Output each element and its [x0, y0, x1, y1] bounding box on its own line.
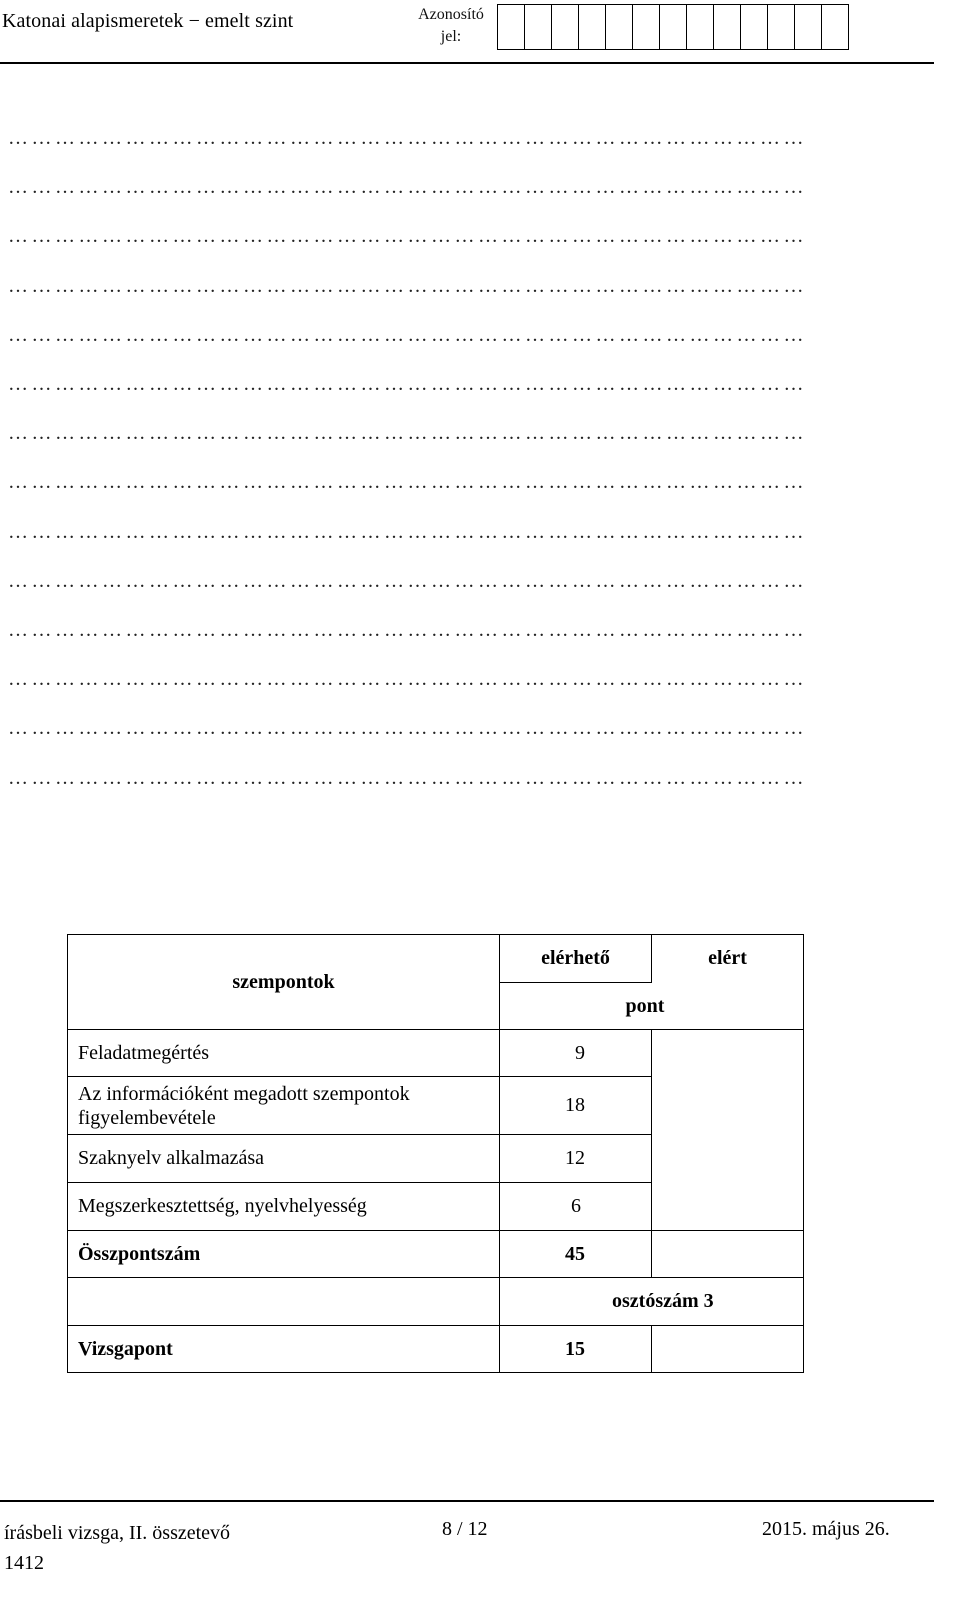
answer-line[interactable]: ………………………………………………………………………………………… [8, 374, 807, 394]
criterion-max: 9 [500, 1030, 652, 1077]
criterion-label: Feladatmegértés [68, 1030, 500, 1077]
id-box[interactable] [524, 4, 552, 50]
criterion-label: Megszerkesztettség, nyelvhelyesség [68, 1183, 500, 1231]
page-number: 8 / 12 [442, 1518, 488, 1540]
answer-line[interactable]: ………………………………………………………………………………………… [8, 423, 807, 444]
criteria-header: szempontok [68, 935, 500, 1030]
page-header [0, 0, 960, 64]
footer-left [4, 1518, 230, 1578]
answer-line[interactable]: ………………………………………………………………………………………… [8, 324, 807, 345]
answer-line[interactable]: ………………………………………………………………………………………… [8, 570, 807, 591]
id-box[interactable] [659, 4, 687, 50]
footer-code: 1412 [4, 1552, 44, 1574]
exam-label: Vizsgapont [68, 1326, 500, 1373]
answer-line[interactable]: ………………………………………………………………………………………… [8, 275, 807, 296]
id-box[interactable] [821, 4, 849, 50]
max-header: elérhető [500, 935, 652, 983]
id-box[interactable] [578, 4, 606, 50]
header-rule [0, 62, 934, 64]
exam-date: 2015. május 26. [762, 1518, 890, 1540]
answer-line[interactable]: ………………………………………………………………………………………… [8, 669, 807, 690]
total-max: 45 [500, 1231, 652, 1278]
answer-line[interactable]: ………………………………………………………………………………………… [8, 226, 807, 247]
answer-line[interactable]: ………………………………………………………………………………………… [8, 620, 807, 640]
criterion-max: 6 [500, 1183, 652, 1231]
id-label [412, 4, 490, 48]
id-box[interactable] [740, 4, 768, 50]
id-label-line2: jel: [440, 28, 462, 45]
achieved-points-cell[interactable] [652, 1030, 804, 1231]
id-box[interactable] [497, 4, 525, 50]
criterion-max: 12 [500, 1135, 652, 1183]
total-label: Összpontszám [68, 1231, 500, 1278]
footer-exam-info: írásbeli vizsga, II. összetevő [4, 1522, 231, 1544]
points-header-cell [625, 983, 804, 1030]
criterion-label: Az információként megadott szempontok figyelembevétele [68, 1077, 500, 1135]
points-header: pont [625, 994, 665, 1017]
id-box[interactable] [551, 4, 579, 50]
answer-line[interactable]: ………………………………………………………………………………………… [8, 177, 807, 198]
id-box[interactable] [632, 4, 660, 50]
exam-max: 15 [500, 1326, 652, 1373]
id-boxes [497, 4, 849, 50]
exam-title: Katonai alapismeretek − emelt szint [2, 10, 294, 32]
answer-line[interactable]: ………………………………………………………………………………………… [8, 128, 807, 148]
exam-achieved-cell[interactable] [652, 1326, 804, 1373]
id-box[interactable] [794, 4, 822, 50]
answer-line[interactable]: ………………………………………………………………………………………… [8, 767, 807, 788]
total-achieved-cell[interactable] [652, 1231, 804, 1278]
achieved-header: elért [652, 935, 804, 983]
id-box[interactable] [605, 4, 633, 50]
id-box[interactable] [686, 4, 714, 50]
divisor-spacer [68, 1278, 500, 1326]
answer-line[interactable]: ………………………………………………………………………………………… [8, 521, 807, 542]
id-box[interactable] [713, 4, 741, 50]
divisor-label: osztószám 3 [500, 1278, 804, 1326]
score-table [67, 934, 804, 1373]
answer-line[interactable]: ………………………………………………………………………………………… [8, 472, 807, 493]
criterion-label: Szaknyelv alkalmazása [68, 1135, 500, 1183]
id-label-line1: Azonosító [418, 6, 484, 23]
footer-rule [0, 1500, 934, 1502]
id-box[interactable] [767, 4, 795, 50]
criterion-max: 18 [500, 1077, 652, 1135]
answer-line[interactable]: ………………………………………………………………………………………… [8, 718, 807, 739]
